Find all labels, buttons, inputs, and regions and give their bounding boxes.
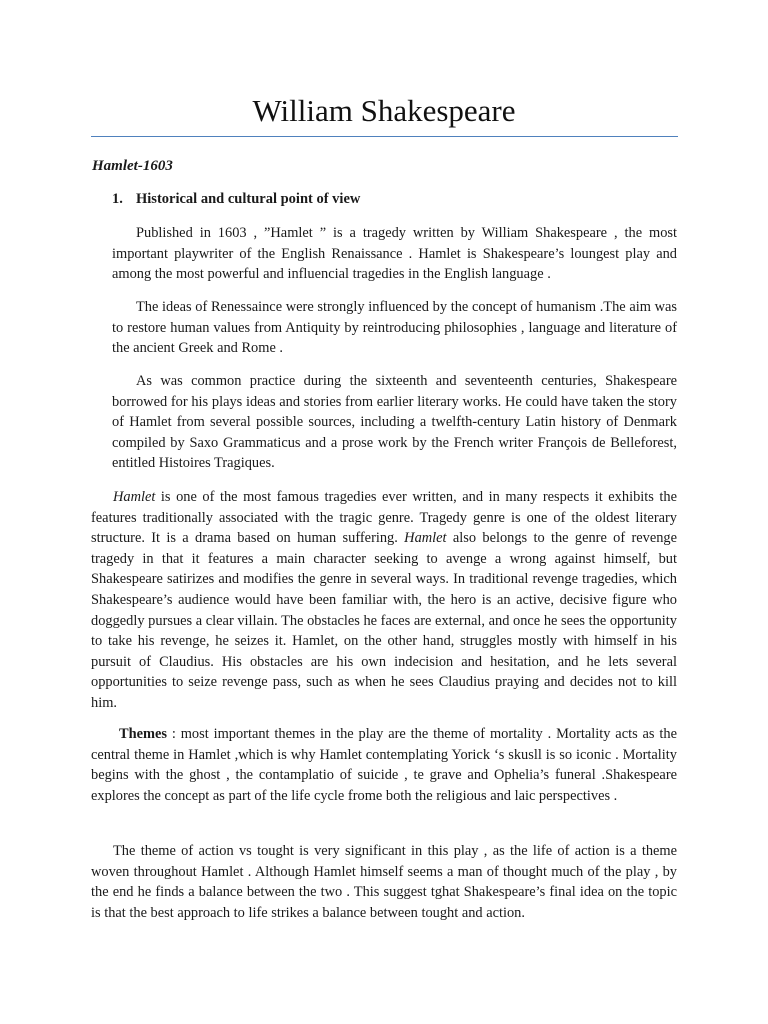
play-title-italic: Hamlet [113,489,156,505]
play-subheading: Hamlet-1603 [92,158,173,174]
paragraph-sources: As was common practice during the sixteenth and seventeenth centuries, Shakespeare borrowed for his plays ideas and stories from earlier literary works. He could have taken the story of Hamlet from several possible sources, including a twelfth-century Latin history of Denmark compiled by Saxo Grammaticus and a prose work by the French writer François de Belleforest, entitled Histoires Tragiques. [112,373,677,472]
paragraph-tragedy-genre [91,487,677,714]
section-title: Historical and cultural point of view [136,191,361,207]
paragraph-themes [91,724,677,806]
paragraph-publication: Published in 1603 , ”Hamlet ” is a tragedy written by William Shakespeare , the most important playwriter of the English Renaissance . Hamlet is Shakespeare’s loungest play and among the most powerful and influencial tragedies in the English language . [112,225,677,283]
themes-label: Themes [119,726,167,742]
paragraph-renaissance: The ideas of Renessaince were strongly influenced by the concept of humanism .The aim was to restore human values from Antiquity by reintroducing philosophies , language and literature of the ancient Greek and Rome . [112,299,677,357]
section-number: 1. [112,191,123,207]
paragraph-text: : most important themes in the play are the theme of mortality . Mortality acts as the central theme in Hamlet ,which is why Hamlet contemplating Yorick ‘s skusll is so iconic . Mortality begins with the ghost , the contamplatio of suicide , te grave and Ophelia’s funeral .Shakespeare explores the concept as part of the life cycle frome both the religious and laic perspectives . [91,726,677,804]
play-title-italic: Hamlet [404,530,447,547]
document-title: William Shakespeare [252,93,516,128]
title-underline-rule [91,136,678,137]
paragraph-text: is one of the most famous tragedies ever written, and in many respects it exhibits the features traditionally associated with the tragic genre. Tragedy genre is one of the oldest literary structure. It is a drama based on human suffering. [91,489,677,547]
paragraph-action-vs-thought: The theme of action vs tought is very significant in this play , as the life of action is a theme woven throughout Hamlet . Although Hamlet himself seems a man of thought much of the play , by the end he finds a balance between the two . This suggest tghat Shakespeare’s final idea on the topic is that the best approach to life strikes a balance between tought and action. [91,843,677,921]
section-heading [112,189,360,209]
paragraph-text: also belongs to the genre of revenge tragedy in that it features a main character seeking to avenge a wrong against himself, but Shakespeare satirizes and modifies the genre in several ways. In traditional revenge tragedies, which Shakespeare’s audience would have been familiar with, the hero is an active, decisive figure who doggedly pursues a clear villain. The obstacles he faces are external, and once he sees the opportunity to take his revenge, he seizes it. Hamlet, on the other hand, struggles mostly with himself in his pursuit of Claudius. His obstacles are his own indecision and hesitation, and he lets several opportunities to seize revenge pass, such as when he sees Claudius praying and decides not to kill him. [91,530,677,711]
